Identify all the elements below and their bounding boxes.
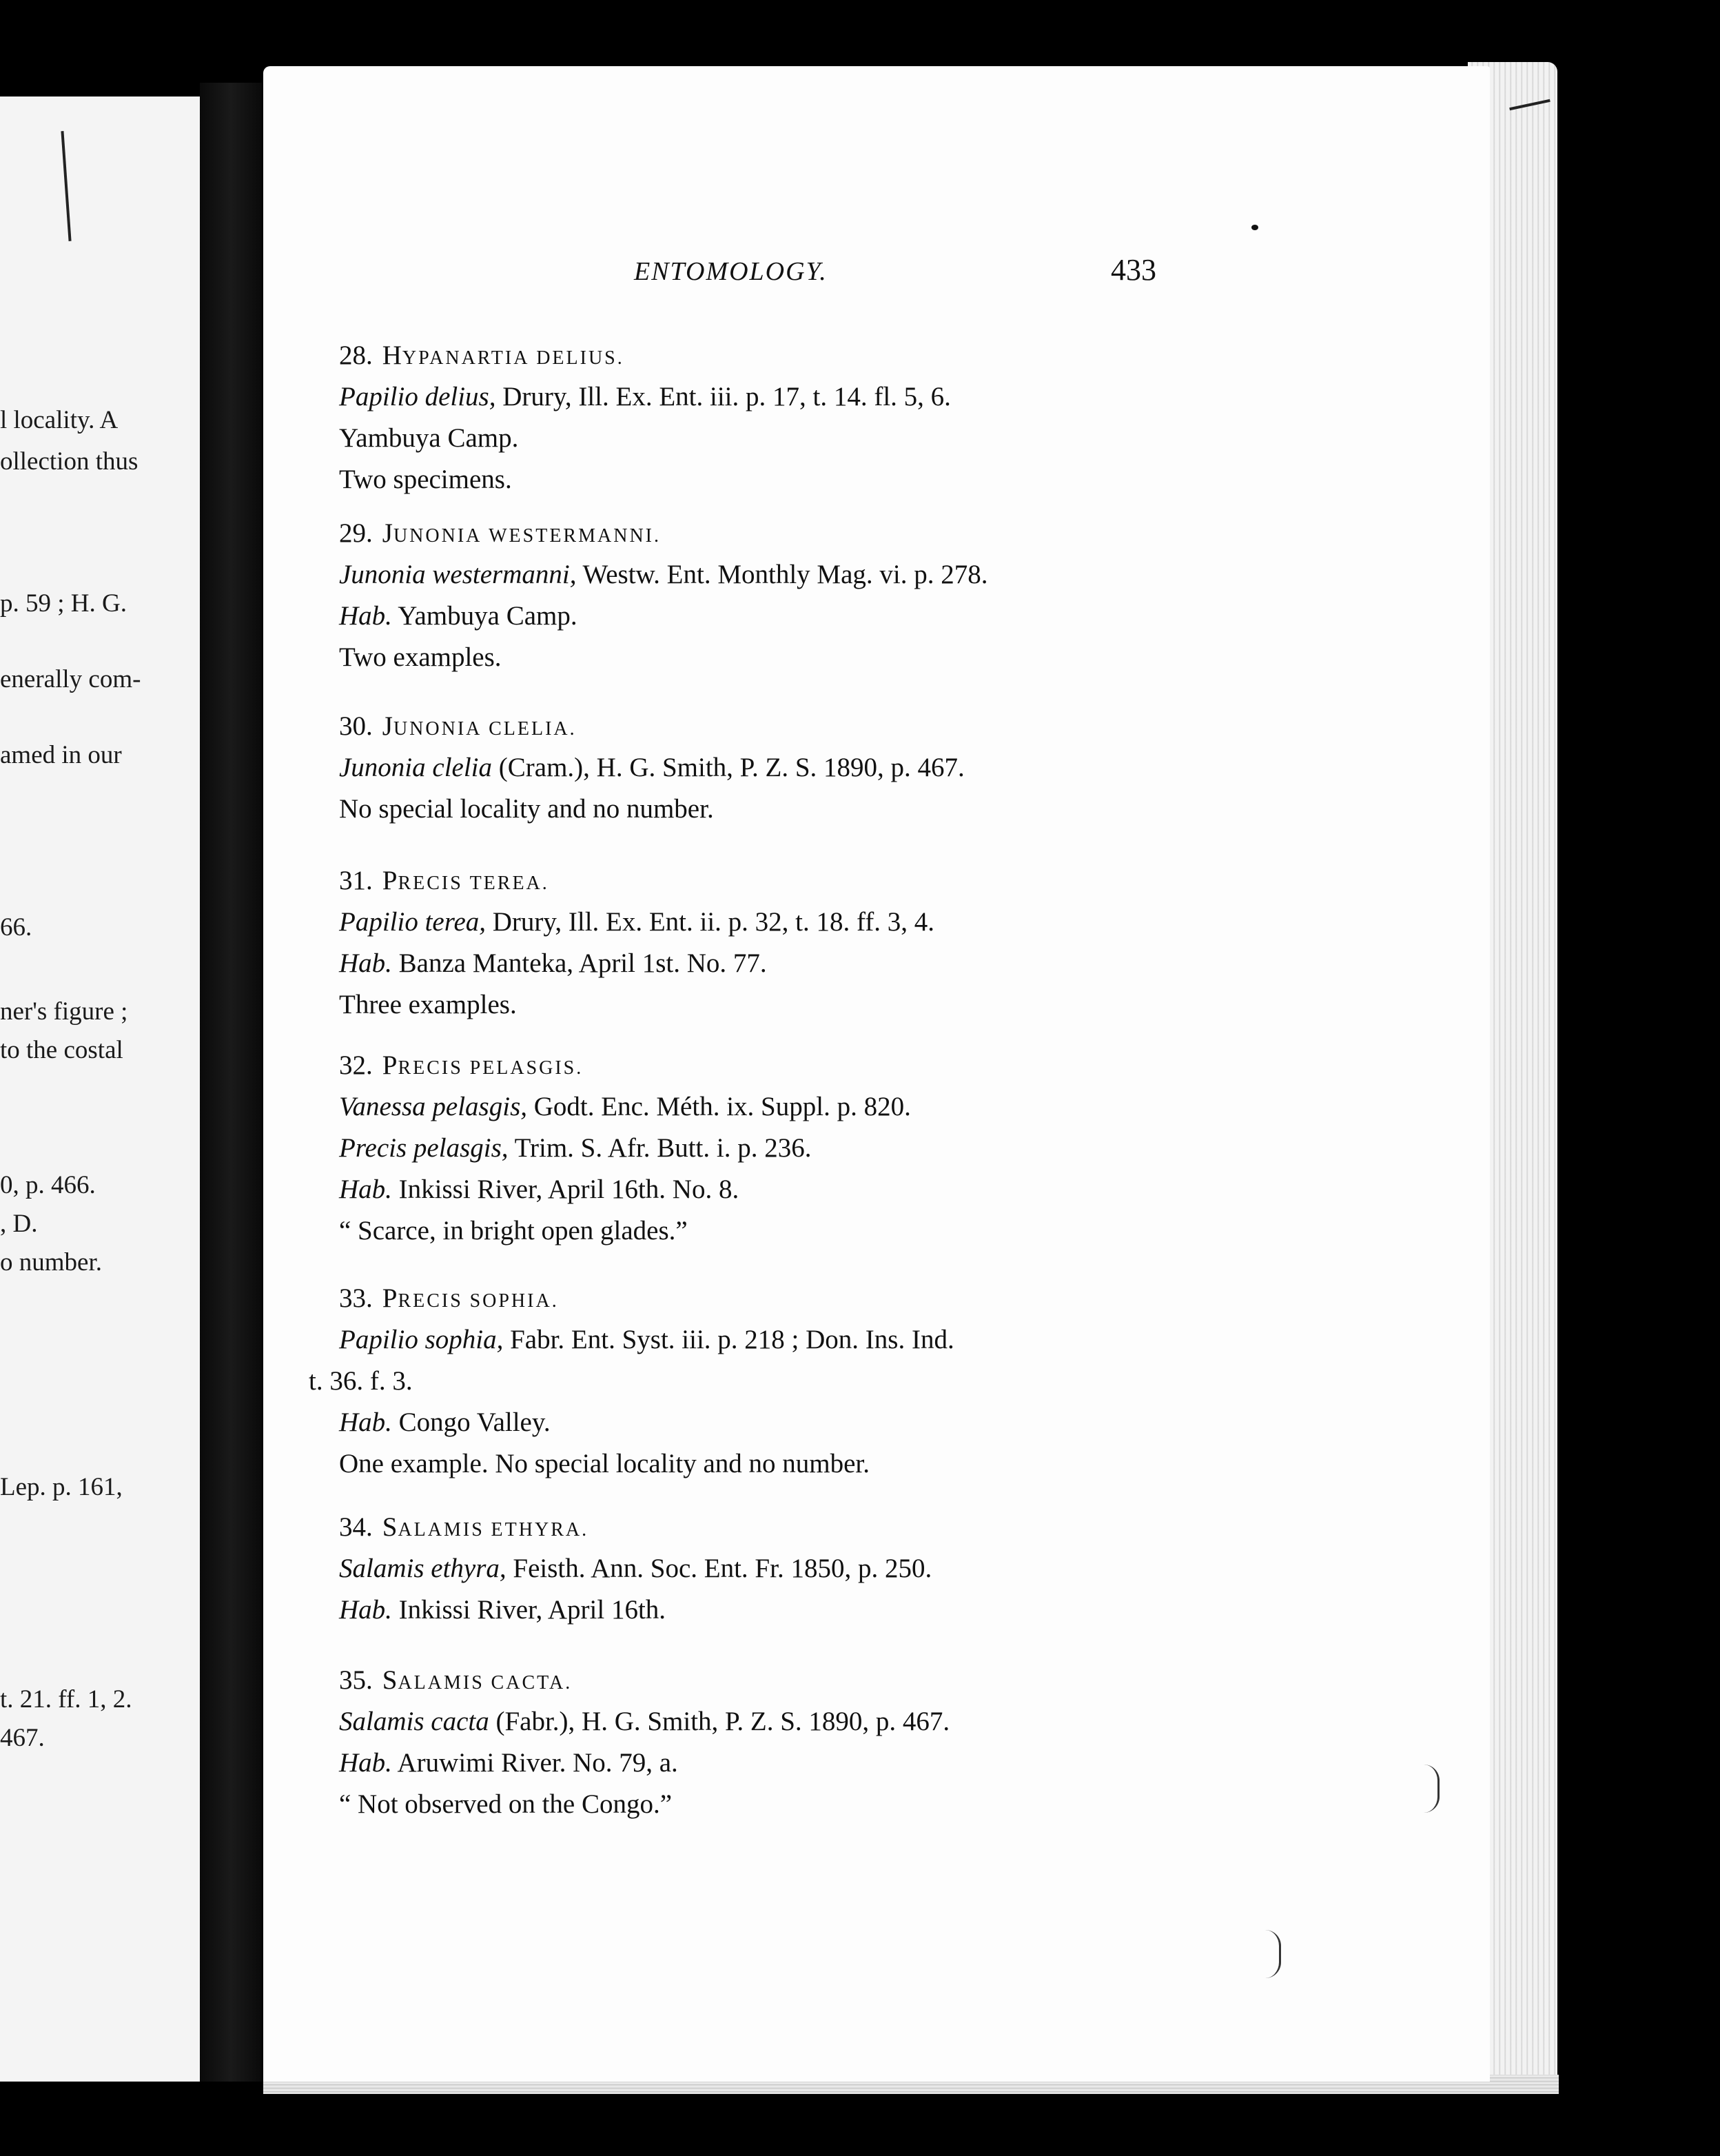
species-entry xyxy=(339,706,1207,830)
species-entry xyxy=(339,1660,1207,1825)
ink-speck xyxy=(1251,225,1258,230)
entry-line: Junonia westermanni, Westw. Ent. Monthly Mag. vi. p. 278. xyxy=(339,560,988,589)
page-number: 433 xyxy=(1111,253,1156,287)
left-fragment: enerally com- xyxy=(0,665,141,693)
entry-line: Papilio terea, Drury, Ill. Ex. Ent. ii. p. 32, t. 18. ff. 3, 4. xyxy=(339,907,935,937)
entry-line: Hab. Yambuya Camp. xyxy=(339,601,577,631)
entry-line: Papilio sophia, Fabr. Ent. Syst. iii. p. 218 ; Don. Ins. Ind. xyxy=(339,1325,954,1354)
entry-line: Hab. Inkissi River, April 16th. xyxy=(339,1595,666,1625)
entry-line: Hab. Banza Manteka, April 1st. No. 77. xyxy=(339,948,767,978)
species-entry xyxy=(339,335,1207,500)
entry-number: 28. xyxy=(339,340,373,370)
pencil-mark xyxy=(61,131,71,241)
entry-number: 34. xyxy=(339,1512,373,1542)
entry-line: Salamis ethyra, Feisth. Ann. Soc. Ent. Fr. 1850, p. 250. xyxy=(339,1554,932,1583)
species-entry xyxy=(339,1045,1207,1252)
entry-number: 32. xyxy=(339,1050,373,1080)
entry-line: Hab. Inkissi River, April 16th. No. 8. xyxy=(339,1174,739,1204)
entry-heading: 34. SALAMIS ETHYRA. xyxy=(339,1512,589,1542)
entry-heading: 29. JUNONIA WESTERMANNI. xyxy=(339,518,661,548)
entry-heading: 28. HYPANARTIA DELIUS. xyxy=(339,340,624,370)
entry-heading: 32. PRECIS PELASGIS. xyxy=(339,1050,584,1080)
entry-number: 33. xyxy=(339,1283,373,1313)
running-head: ENTOMOLOGY. xyxy=(634,257,828,286)
entry-line: Two specimens. xyxy=(339,465,512,494)
left-fragment: o number. xyxy=(0,1248,102,1277)
species-entry xyxy=(339,513,1207,678)
entry-heading: 33. PRECIS SOPHIA. xyxy=(339,1283,559,1313)
left-fragment: l locality. A xyxy=(0,406,119,434)
species-entry xyxy=(339,1507,1207,1631)
entry-line: Yambuya Camp. xyxy=(339,423,519,453)
entry-line: Three examples. xyxy=(339,990,517,1019)
entry-line: Vanessa pelasgis, Godt. Enc. Méth. ix. Suppl. p. 820. xyxy=(339,1092,911,1121)
left-fragment: 66. xyxy=(0,913,32,942)
left-fragment: 467. xyxy=(0,1724,45,1752)
left-fragment: , D. xyxy=(0,1210,38,1238)
entry-number: 35. xyxy=(339,1665,373,1695)
entry-line: Hab. Congo Valley. xyxy=(339,1407,551,1437)
left-fragment: amed in our xyxy=(0,741,122,769)
left-fragment: ner's figure ; xyxy=(0,997,128,1026)
entry-number: 31. xyxy=(339,866,373,895)
entry-line: Junonia clelia (Cram.), H. G. Smith, P. Z. S. 1890, p. 467. xyxy=(339,753,965,782)
left-fragment: p. 59 ; H. G. xyxy=(0,589,127,618)
left-fragment: ollection thus xyxy=(0,447,139,476)
book-gutter xyxy=(200,83,262,2082)
entry-line: Papilio delius, Drury, Ill. Ex. Ent. iii. p. 17, t. 14. fl. 5, 6. xyxy=(339,382,951,411)
entry-line: Precis pelasgis, Trim. S. Afr. Butt. i. p. 236. xyxy=(339,1133,812,1163)
entry-heading: 31. PRECIS TEREA. xyxy=(339,866,549,895)
entry-line: t. 36. f. 3. xyxy=(309,1366,413,1396)
left-fragment: 0, p. 466. xyxy=(0,1171,96,1199)
entry-line: “ Scarce, in bright open glades.” xyxy=(339,1216,688,1245)
entry-heading: 35. SALAMIS CACTA. xyxy=(339,1665,573,1695)
entry-line: No special locality and no number. xyxy=(339,794,714,824)
entry-heading: 30. JUNONIA CLELIA. xyxy=(339,711,577,741)
entry-line: Two examples. xyxy=(339,642,502,672)
entry-number: 30. xyxy=(339,711,373,741)
species-entry xyxy=(339,860,1207,1026)
left-fragment: t. 21. ff. 1, 2. xyxy=(0,1685,132,1713)
entry-line: “ Not observed on the Congo.” xyxy=(339,1789,673,1819)
species-entry xyxy=(309,1278,1207,1485)
entry-line: Salamis cacta (Fabr.), H. G. Smith, P. Z. S. 1890, p. 467. xyxy=(339,1707,950,1736)
left-fragment: to the costal xyxy=(0,1036,123,1064)
previous-page-fragment xyxy=(0,96,200,2082)
entry-line: One example. No special locality and no number. xyxy=(339,1449,870,1478)
entry-line: Hab. Aruwimi River. No. 79, a. xyxy=(339,1748,678,1778)
entry-number: 29. xyxy=(339,518,373,548)
left-fragment: Lep. p. 161, xyxy=(0,1473,123,1501)
